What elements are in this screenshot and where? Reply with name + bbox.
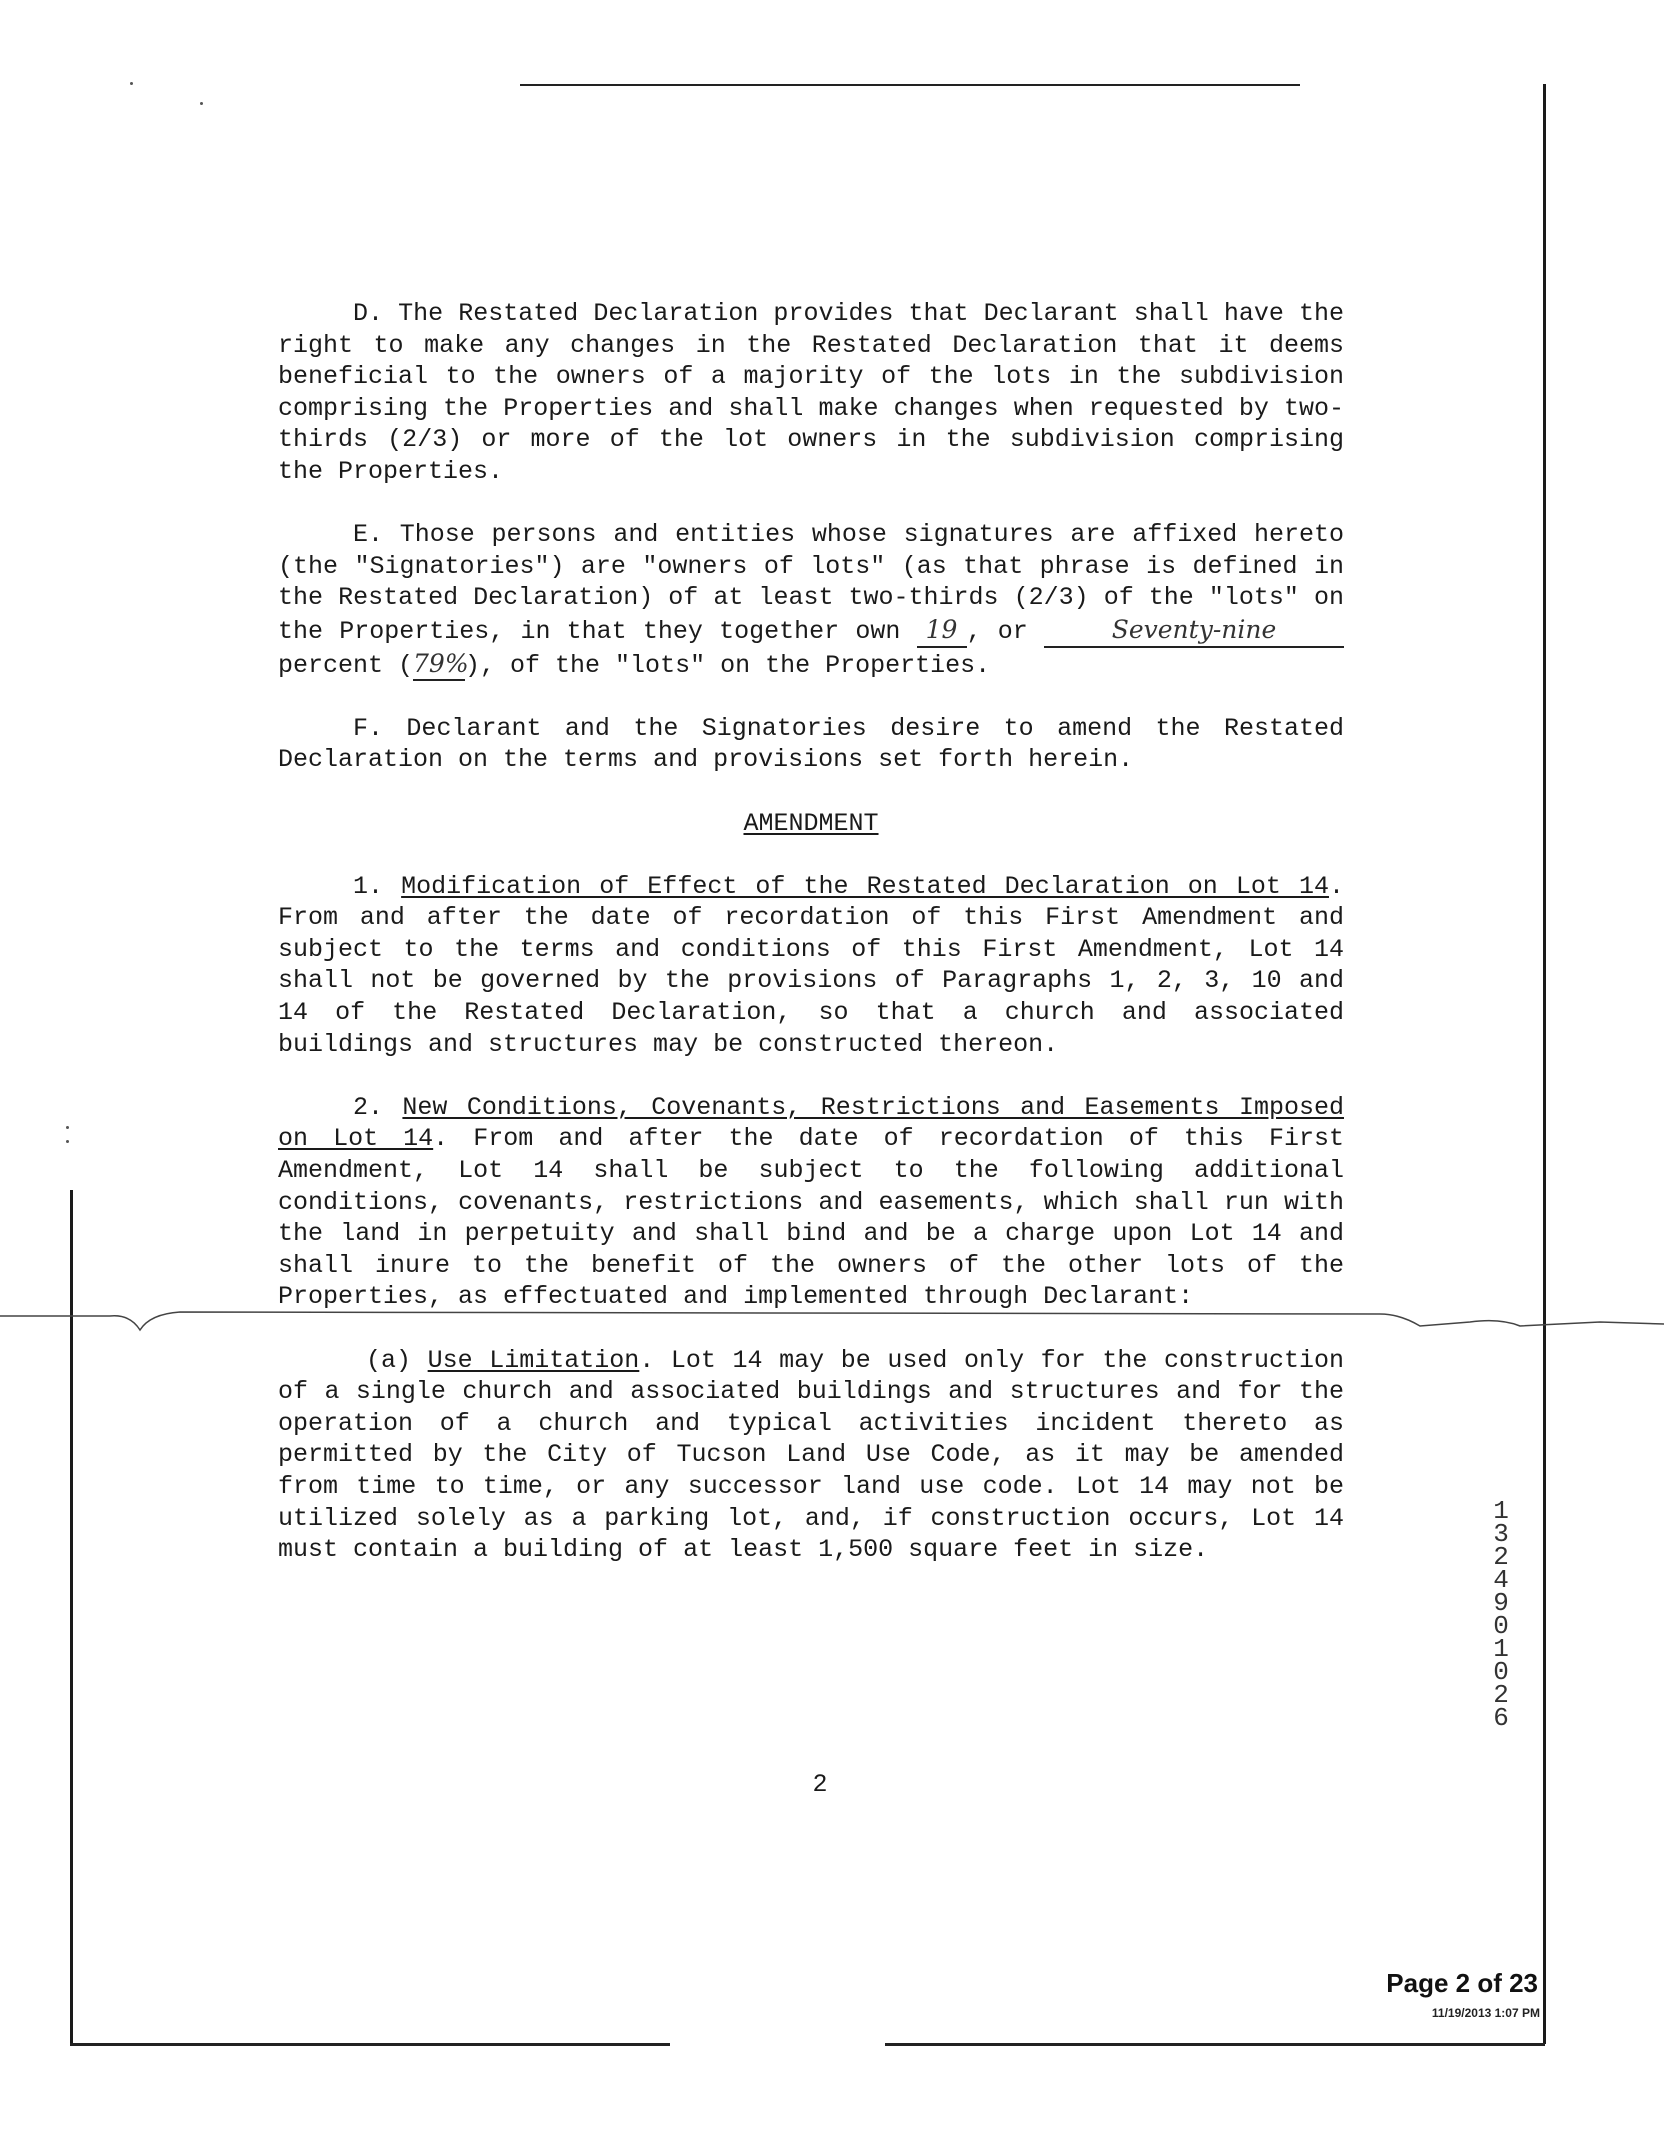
recital-e xyxy=(278,519,1344,681)
section-2a-number: (a) xyxy=(366,1345,412,1375)
section-2-title: New Conditions, Covenants, Restrictions and Easements Imposed on Lot 14 xyxy=(278,1092,1344,1154)
recital-e-connector: , or xyxy=(966,616,1028,646)
top-scan-line xyxy=(520,84,1300,86)
handwritten-lot-count: 19 xyxy=(917,614,967,648)
recording-timestamp: 11/19/2013 1:07 PM xyxy=(1431,2006,1540,2020)
section-2a xyxy=(278,1345,1344,1566)
section-1-number: 1. xyxy=(353,871,384,901)
section-2 xyxy=(278,1092,1344,1313)
section-2-body: . From and after the date of recordation of this First Amendment, Lot 14 shall be subject to the following additional conditions, covenants, restrictions and easements, which shall run with the land in perpetuity and shall bind and be a charge upon Lot 14 and shall inure to the benefit of the owners of the other lots of the Properties, as effectuated and implemented through Declarant: xyxy=(278,1124,1344,1312)
recital-e-ending: ), of the "lots" on the Properties. xyxy=(465,650,991,680)
right-page-border xyxy=(1543,84,1546,2044)
document-body xyxy=(278,298,1344,1597)
recital-e-percent-label: percent ( xyxy=(278,650,414,680)
recital-d: D. The Restated Declaration provides that Declarant shall have the right to make any changes in the Restated Declaration that it deems beneficial to the owners of a majority of the lots in the subdivision comprising the Properties and shall make changes when requested by two-thirds (2/3) or more of the lot owners in the subdivision comprising the Properties. xyxy=(278,299,1344,486)
recording-stamp: 13249 01026 xyxy=(1493,1496,1525,1733)
handwritten-percent-words: Seventy-nine xyxy=(1044,614,1344,648)
recital-e-text: E. Those persons and entities whose signatures are affixed hereto (the "Signatories") are "owners of lots" (as that phrase is defined in the Restated Declaration) of at least two-thirds (2/3) of the "lots" on the Properties, in that they together own xyxy=(278,520,1344,646)
page-count-label: Page 2 of 23 xyxy=(1386,1968,1538,1998)
scan-speck xyxy=(200,102,203,105)
section-2a-title: Use Limitation xyxy=(427,1345,640,1375)
amendment-heading: AMENDMENT xyxy=(743,808,879,838)
scan-speck xyxy=(66,1140,69,1143)
section-2a-body: . Lot 14 may be used only for the construction of a single church and associated buildings and structures and for the operation of a church and typical activities incident thereto as permitted by the City of Tucson Land Use Code, as it may be amended from time to time, or any successor land use code. Lot 14 may not be utilized solely as a parking lot, and, if construction occurs, Lot 14 must contain a building of at least 1,500 square feet in size. xyxy=(278,1345,1344,1565)
recital-f: F. Declarant and the Signatories desire to amend the Restated Declaration on the terms and provisions set forth herein. xyxy=(278,713,1344,775)
section-1-title: Modification of Effect of the Restated Declaration on Lot 14 xyxy=(401,871,1329,901)
scan-speck xyxy=(130,82,133,85)
page-number: 2 xyxy=(812,1770,828,1799)
bottom-scan-line-left xyxy=(70,2043,670,2046)
bottom-scan-line-right xyxy=(885,2043,1545,2046)
section-1 xyxy=(278,871,1344,1061)
scan-speck xyxy=(66,1126,69,1129)
handwritten-percent-value: 79% xyxy=(413,648,465,682)
section-2-number: 2. xyxy=(353,1092,384,1122)
section-1-body: . From and after the date of recordation of this First Amendment and subject to the terms and conditions of this First Amendment, Lot 14 shall not be governed by the provisions of Paragraphs 1, 2, 3, 10 and 14 of the Restated Declaration, so that a church and associated buildings and structures may be constructed thereon. xyxy=(278,871,1344,1059)
